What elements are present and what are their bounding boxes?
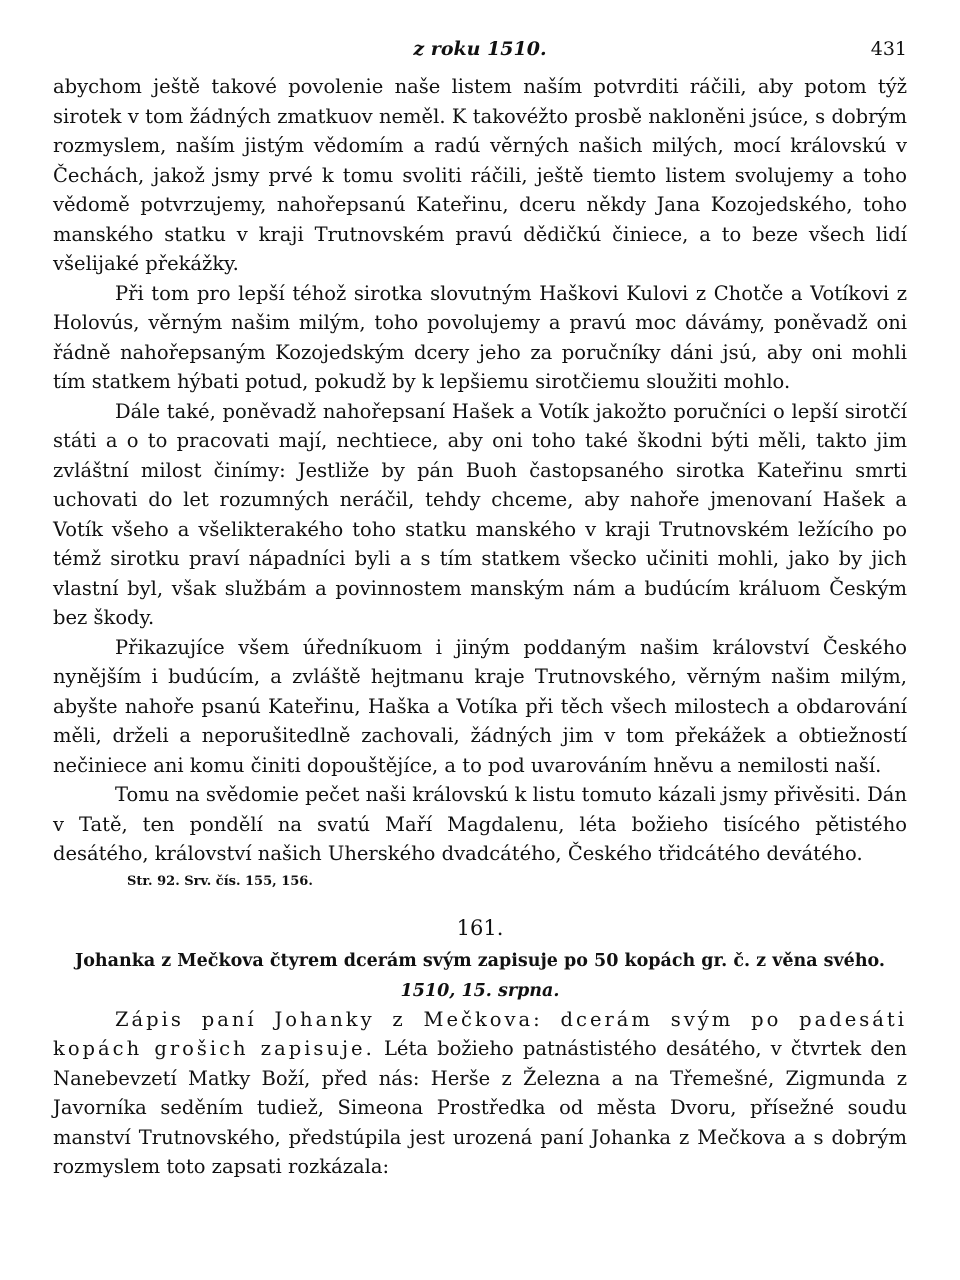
document-date: 1510, 15. srpna. bbox=[400, 980, 560, 1001]
paragraph-seal: Tomu na svědomie pečet naši královskú k listu tomuto kázali jsmy přivěsiti. Dán v Tatě, ten pondělí na svatú Maří Magdalenu, léta božieho tisícého pětistého desátého, království našich Uherského dvadcátého, Českého třidcátého devátého. bbox=[53, 783, 907, 865]
document-number: 161. bbox=[456, 915, 504, 940]
paragraph-grace: Dále také, poněvadž nahořepsaní Hašek a Votík jakožto poručníci o lepší sirotčí státi a o to pracovati mají, nechtiece, aby oni toho také škodni býti měli, takto jim zvláštní milost činímy: Jestliže by pán Buoh častopsaného sirotka Kateřinu smrti uchovati do let rozumných neráčil, tehdy chceme, aby nahoře jmenovaní Hašek a Votík všeho a všelikterakého toho statku manského v kraji Trutnovském ležícího po témž sirotku praví nápadníci byli a s tím statkem všecko učiniti mohli, jako by jich vlastní byl, však službám a povinnostem manským nám a budúcím králuom Českým bez škody. bbox=[53, 399, 907, 629]
reference-note: Str. 92. Srv. čís. 155, 156. bbox=[127, 873, 313, 889]
document-page bbox=[53, 38, 907, 1182]
document-incipit: Zápis paní Johanky z Mečkova: dcerám svým po padesáti kopách grošich zapisuje. bbox=[53, 1007, 907, 1060]
paragraph-guardians: Při tom pro lepší téhož sirotka slovutným Haškovi Kulovi z Chotče a Votíkovi z Holovús, věrným našim milým, toho povolujemy a pravú moc dávámy, poněvadž oni řádně nahořepsaným Kozojedským dcery jeho za poručníky dáni jsú, aby oni mohli tím statkem hýbati potud, pokudž by k lepšiemu sirotčiemu sloužiti mohlo. bbox=[53, 281, 907, 393]
document-text bbox=[53, 1005, 907, 1182]
body-text bbox=[53, 72, 907, 1182]
document-body: Léta božieho patnástistého desátého, v čtvrtek den Nanebevzetí Matky Boží, před nás: Herše z Železna a na Třemešné, Zigmunda z Javorníka seděním tudiež, Simeona Prostředka od města Dvoru, přísežné soudu manství Trutnovského, předstúpila jest urozená paní Johanka z Mečkova a s dobrým rozmyslem toto zapsati rozkázala: bbox=[53, 1037, 907, 1178]
running-title: z roku 1510. bbox=[413, 38, 547, 60]
document-regest: Johanka z Mečkova čtyrem dcerám svým zapisuje po 50 kopách gr. č. z věna svého. bbox=[74, 950, 886, 971]
page-number: 431 bbox=[870, 38, 907, 60]
paragraph-command: Přikazujíce všem úředníkuom i jiným poddaným našim království Českého nynějším i budúcím, a zvláště hejtmanu kraje Trutnovského, věrným našim milým, abyšte nahoře psanú Kateřinu, Haška a Votíka při těch všech milostech a obdarování měli, drželi a neporušitedlně zachovali, žádných jim v tom překážek a obtiežností nečiniece ani komu činiti dopouštějíce, a to pod uvarováním hněvu a nemilosti naší. bbox=[53, 635, 907, 777]
running-head bbox=[53, 38, 907, 72]
paragraph-continuation: abychom ještě takové povolenie naše listem naším potvrditi ráčili, aby potom týž sirotek v tom žádných zmatkuov neměl. K takovéžto prosbě nakloněni jsúce, s dobrým rozmyslem, naším jistým vědomím a radú věrných našich milých, mocí královskú v Čechách, jakož jsmy prvé k tomu svoliti ráčili, ještě tiemto listem svolujemy a toho vědomě potvrzujemy, nahořepsanú Kateřinu, dceru někdy Jana Kozojedského, toho manského statku v kraji Trutnovském pravú dědičkú činiece, a to beze všech lidí všelijaké překážky. bbox=[53, 75, 907, 275]
